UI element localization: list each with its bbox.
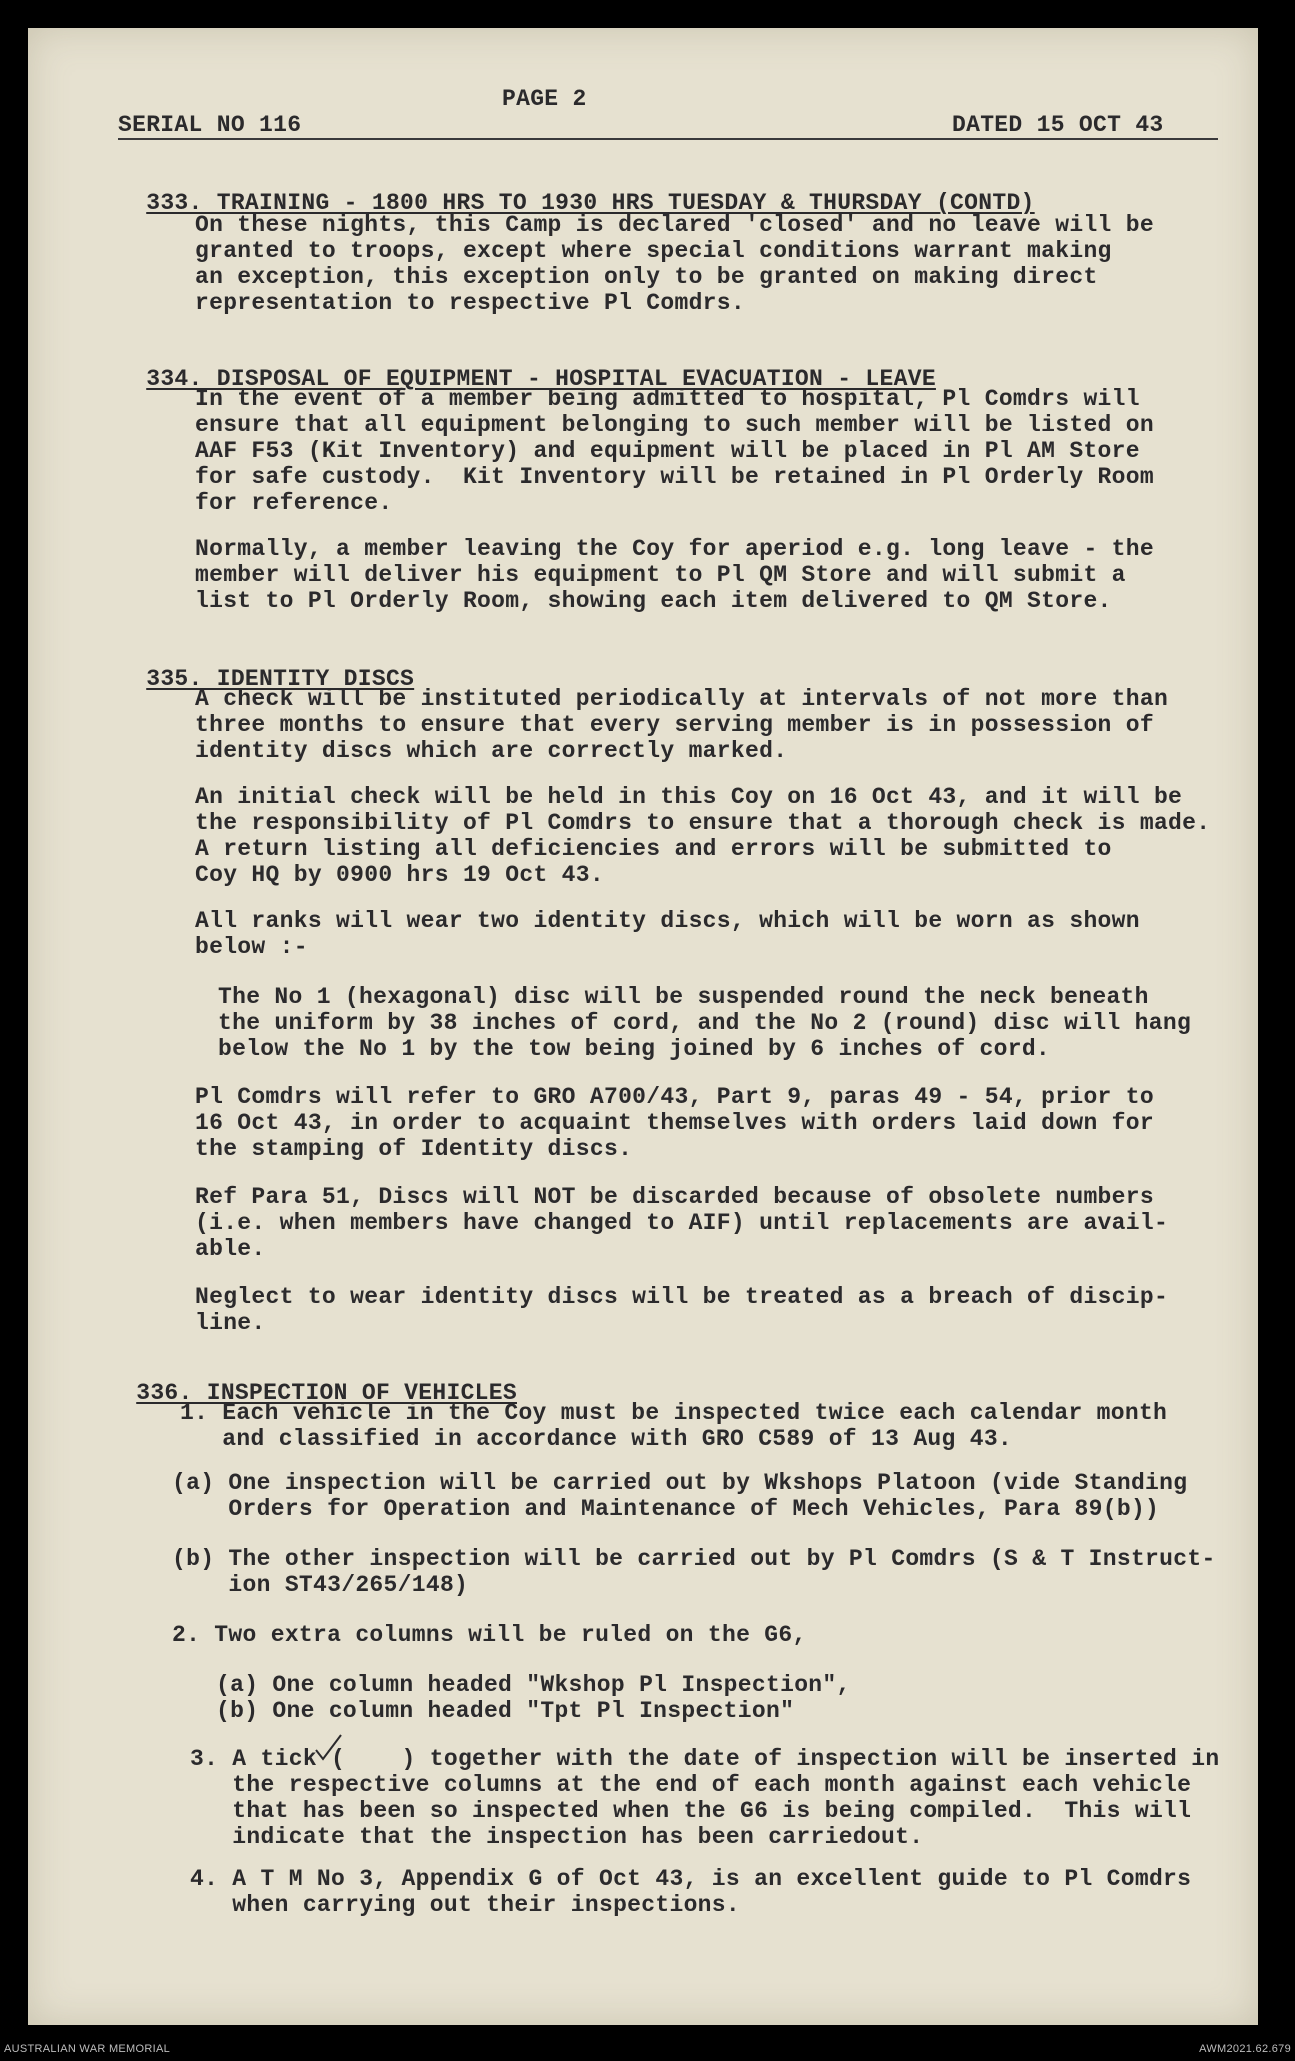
section-335-para-1 xyxy=(195,686,1168,764)
text-line: 1. Each vehicle in the Coy must be inspected twice each calendar month xyxy=(180,1400,1168,1426)
section-334-para-2 xyxy=(195,536,1154,614)
section-336-item-a xyxy=(172,1470,1187,1522)
text-line: (b) The other inspection will be carried out by Pl Comdrs (S & T Instruct- xyxy=(172,1546,1216,1572)
text-line: 16 Oct 43, in order to acquaint themselves with orders laid down for xyxy=(195,1110,1154,1136)
section-335-para-2 xyxy=(195,784,1210,888)
text-line: 4. A T M No 3, Appendix G of Oct 43, is an excellent guide to Pl Comdrs xyxy=(190,1866,1192,1892)
text-line: able. xyxy=(195,1236,266,1262)
text-line: that has been so inspected when the G6 is being compiled. This will xyxy=(190,1798,1192,1824)
section-336-item-2b: (b) One column headed "Tpt Pl Inspection" xyxy=(216,1698,795,1724)
section-335-heading xyxy=(118,640,414,692)
footer-archive-name: AUSTRALIAN WAR MEMORIAL xyxy=(4,2043,171,2055)
text-line: three months to ensure that every serving member is in possession of xyxy=(195,712,1154,738)
text-line: the stamping of Identity discs. xyxy=(195,1136,633,1162)
text-line: An initial check will be held in this Coy on 16 Oct 43, and it will be xyxy=(195,784,1183,810)
serial-number: SERIAL NO 116 xyxy=(118,112,302,138)
section-334-para-1 xyxy=(195,386,1154,516)
section-335-para-7 xyxy=(195,1284,1168,1336)
date-line: DATED 15 OCT 43 xyxy=(952,112,1164,138)
text-line: A check will be instituted periodically at intervals of not more than xyxy=(195,686,1169,712)
text-line: below :- xyxy=(195,934,308,960)
page-number: PAGE 2 xyxy=(502,86,587,112)
text-line: granted to troops, except where special conditions warrant making xyxy=(195,238,1112,264)
text-line: (i.e. when members have changed to AIF) until replacements are avail- xyxy=(195,1210,1169,1236)
section-336-item-3 xyxy=(190,1746,1219,1850)
section-335-para-5 xyxy=(195,1084,1154,1162)
text-line: for safe custody. Kit Inventory will be retained in Pl Orderly Room xyxy=(195,464,1154,490)
text-line: AAF F53 (Kit Inventory) and equipment will be placed in Pl AM Store xyxy=(195,438,1140,464)
text-line: Ref Para 51, Discs will NOT be discarded because of obsolete numbers xyxy=(195,1184,1154,1210)
text-line: below the No 1 by the tow being joined by 6 inches of cord. xyxy=(218,1036,1051,1062)
text-line: The No 1 (hexagonal) disc will be suspended round the neck beneath xyxy=(218,984,1149,1010)
text-line: identity discs which are correctly marked. xyxy=(195,738,788,764)
text-line: Pl Comdrs will refer to GRO A700/43, Part 9, paras 49 - 54, prior to xyxy=(195,1084,1154,1110)
text-line: line. xyxy=(195,1310,266,1336)
header-rule xyxy=(118,138,1218,140)
footer-accession-number: AWM2021.62.679 xyxy=(1199,2043,1291,2055)
handwritten-tick-icon xyxy=(312,1732,344,1764)
text-line: an exception, this exception only to be granted on making direct xyxy=(195,264,1098,290)
text-line: ion ST43/265/148) xyxy=(172,1572,469,1598)
section-336-item-2: 2. Two extra columns will be ruled on the G6, xyxy=(172,1622,807,1648)
text-line: the responsibility of Pl Comdrs to ensure that a thorough check is made. xyxy=(195,810,1211,836)
text-line: Orders for Operation and Maintenance of Mech Vehicles, Para 89(b)) xyxy=(172,1496,1160,1522)
section-336-item-1 xyxy=(180,1400,1167,1452)
text-line: In the event of a member being admitted to hospital, Pl Comdrs will xyxy=(195,386,1140,412)
section-333-heading-text: 333. TRAINING - 1800 HRS TO 1930 HRS TUESDAY & THURSDAY (CONTD) xyxy=(146,190,1035,216)
text-line: for reference. xyxy=(195,490,393,516)
text-line: ensure that all equipment belonging to such member will be listed on xyxy=(195,412,1154,438)
section-336-item-b xyxy=(172,1546,1216,1598)
section-336-item-4 xyxy=(190,1866,1191,1918)
text-line: the respective columns at the end of each month against each vehicle xyxy=(190,1772,1192,1798)
section-335-para-4 xyxy=(218,984,1191,1062)
section-333-body xyxy=(195,212,1154,316)
text-line: (a) One inspection will be carried out by Wkshops Platoon (vide Standing xyxy=(172,1470,1188,1496)
text-line: and classified in accordance with GRO C589 of 13 Aug 43. xyxy=(180,1426,1013,1452)
text-line: Coy HQ by 0900 hrs 19 Oct 43. xyxy=(195,862,604,888)
text-line: Neglect to wear identity discs will be treated as a breach of discip- xyxy=(195,1284,1169,1310)
text-line: A return listing all deficiencies and errors will be submitted to xyxy=(195,836,1112,862)
section-334-heading-text: 334. DISPOSAL OF EQUIPMENT - HOSPITAL EVACUATION - LEAVE xyxy=(146,366,936,392)
text-line: representation to respective Pl Comdrs. xyxy=(195,290,745,316)
text-line: On these nights, this Camp is declared 'closed' and no leave will be xyxy=(195,212,1154,238)
section-336-item-2a: (a) One column headed "Wkshop Pl Inspection", xyxy=(216,1672,851,1698)
text-line: list to Pl Orderly Room, showing each item delivered to QM Store. xyxy=(195,588,1112,614)
text-line: when carrying out their inspections. xyxy=(190,1892,740,1918)
text-line: member will deliver his equipment to Pl QM Store and will submit a xyxy=(195,562,1126,588)
text-line: indicate that the inspection has been carriedout. xyxy=(190,1824,924,1850)
section-336-heading xyxy=(108,1354,517,1406)
text-line: Normally, a member leaving the Coy for aperiod e.g. long leave - the xyxy=(195,536,1154,562)
section-335-para-6 xyxy=(195,1184,1168,1262)
section-336-heading-text: 336. INSPECTION OF VEHICLES xyxy=(136,1380,517,1406)
text-line: All ranks will wear two identity discs, which will be worn as shown xyxy=(195,908,1140,934)
section-333-heading xyxy=(118,164,1035,216)
text-line: 3. A tick ( ) together with the date of inspection will be inserted in xyxy=(190,1746,1220,1772)
text-line: the uniform by 38 inches of cord, and the No 2 (round) disc will hang xyxy=(218,1010,1192,1036)
section-334-heading xyxy=(118,340,936,392)
section-335-heading-text: 335. IDENTITY DISCS xyxy=(146,666,415,692)
section-335-para-3 xyxy=(195,908,1140,960)
